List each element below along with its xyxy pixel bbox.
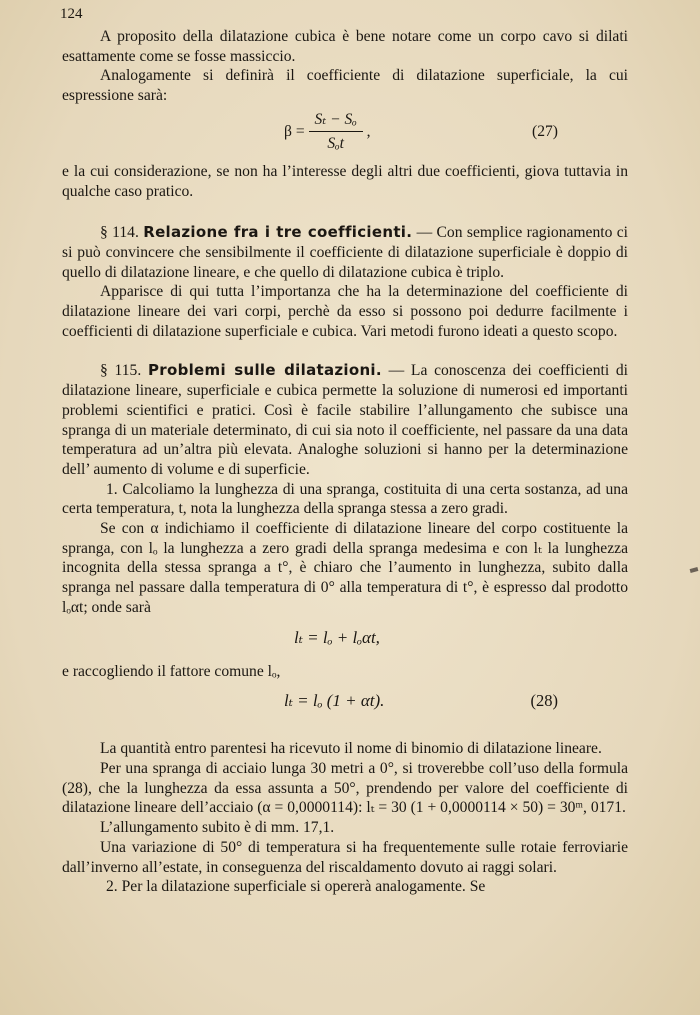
page-number: 124 [60,6,83,22]
paragraph-binomial: La quantità entro parentesi ha ricevuto il nome di binomio di dilatazione lineare. [100,740,602,758]
equation-27-denominator: Sₒt [327,134,344,152]
section-115-text: — La conoscenza dei coefficienti di dilatazione lineare, superficiale e cubica permette la soluzione di numerosi ed importanti problemi scientifici e pratici. Così è facile stabilire l’allungamento che subisce una spranga di un materiale determinato, di cui sia noto il coefficiente, nel passare da una data temperatura ad un’altra più elevata. Analoghe soluzioni si hanno per la determinazione dell’ aumento di volume e di superficie. [62,362,629,478]
equation-28 [62,687,628,717]
section-114-number: § 114. [100,224,139,242]
section-114 [62,223,628,282]
equation-lt [62,624,628,654]
equation-27 [62,110,628,156]
paragraph-elongation: L’allungamento subito è di mm. 17,1. [100,819,335,837]
equation-lt-formula: lₜ = lₒ + lₒαt, [294,627,380,647]
section-114-text: — Con semplice ragionamento ci si può convincere che sensibilmente il coefficiente di dilatazione superficiale è doppio di quello di dilatazione lineare, e che quello di dilatazione cubica è triplo. [62,224,628,281]
paragraph-common-factor: e raccogliendo il fattore comune lₒ, [62,662,281,680]
section-115 [62,361,628,479]
paragraph-steel-example: Per una spranga di acciaio lunga 30 metri a 0°, si troverebbe coll’uso della formula (28), che la lunghezza da essa assunta a 50°, prendendo per valore del coefficiente di dilatazione lineare dell’acciaio (α = 0,0000114): lₜ = 30 (1 + 0,0000114 × 50) = 30ᵐ, 0171. [62,759,628,817]
equation-28-formula: lₜ = lₒ (1 + αt). [284,691,385,711]
paragraph-cavity: A proposito della dilatazione cubica è bene notare come un corpo cavo si dilati esattamente come se fosse massiccio. [62,28,628,65]
equation-27-comma: , [366,122,371,140]
page-body [62,27,628,897]
paragraph-consideration: e la cui considerazione, se non ha l’interesse degli altri due coefficienti, giova tuttavia in qualche caso pratico. [62,162,628,200]
equation-28-label: (28) [530,691,558,711]
paragraph-alpha-definition: Se con α indichiamo il coefficiente di dilatazione lineare del corpo costituente la spranga, con lₒ la lunghezza a zero gradi della spranga medesima e con lₜ la lunghezza incognita della stessa spranga a t°, è chiaro che l’aumento in lunghezza, subito dalla spranga nel passare dalla temperatura di 0° alla temperatura di t°, è espresso dal prodotto lₒαt; onde sarà [62,520,628,616]
equation-27-fraction [309,110,363,153]
section-114-title: Relazione fra i tre coefficienti. [143,223,413,242]
equation-27-label: (27) [532,122,558,140]
equation-27-lhs: β = [284,122,305,140]
paragraph-surface-coefficient: Analogamente si definirà il coefficiente di dilatazione superficiale, la cui espressione sarà: [62,67,628,105]
paragraph-problem-1: 1. Calcoliamo la lunghezza di una spranga, costituita di una certa sostanza, ad una certa temperatura, t, nota la lunghezza della spranga stessa a zero gradi. [62,480,628,518]
paragraph-importance: Apparisce di qui tutta l’importanza che ha la determinazione del coefficiente di dilatazione lineare dei vari corpi, perchè da esso si possono poi dedurre facilmente i coefficienti di dilatazione superficiale e cubica. Vari metodi furono ideati a questo scopo. [62,283,628,340]
margin-mark [690,567,699,573]
section-115-number: § 115. [100,362,142,380]
paragraph-rails: Una variazione di 50° di temperatura si ha frequentemente sulle rotaie ferroviarie dall’inverno all’estate, in conseguenza del riscaldamento dovuto ai raggi solari. [62,838,628,876]
section-115-title: Problemi sulle dilatazioni. [147,361,382,380]
equation-27-numerator: Sₜ − Sₒ [309,110,363,132]
paragraph-problem-2: 2. Per la dilatazione superficiale si opererà analogamente. Se [106,878,486,896]
